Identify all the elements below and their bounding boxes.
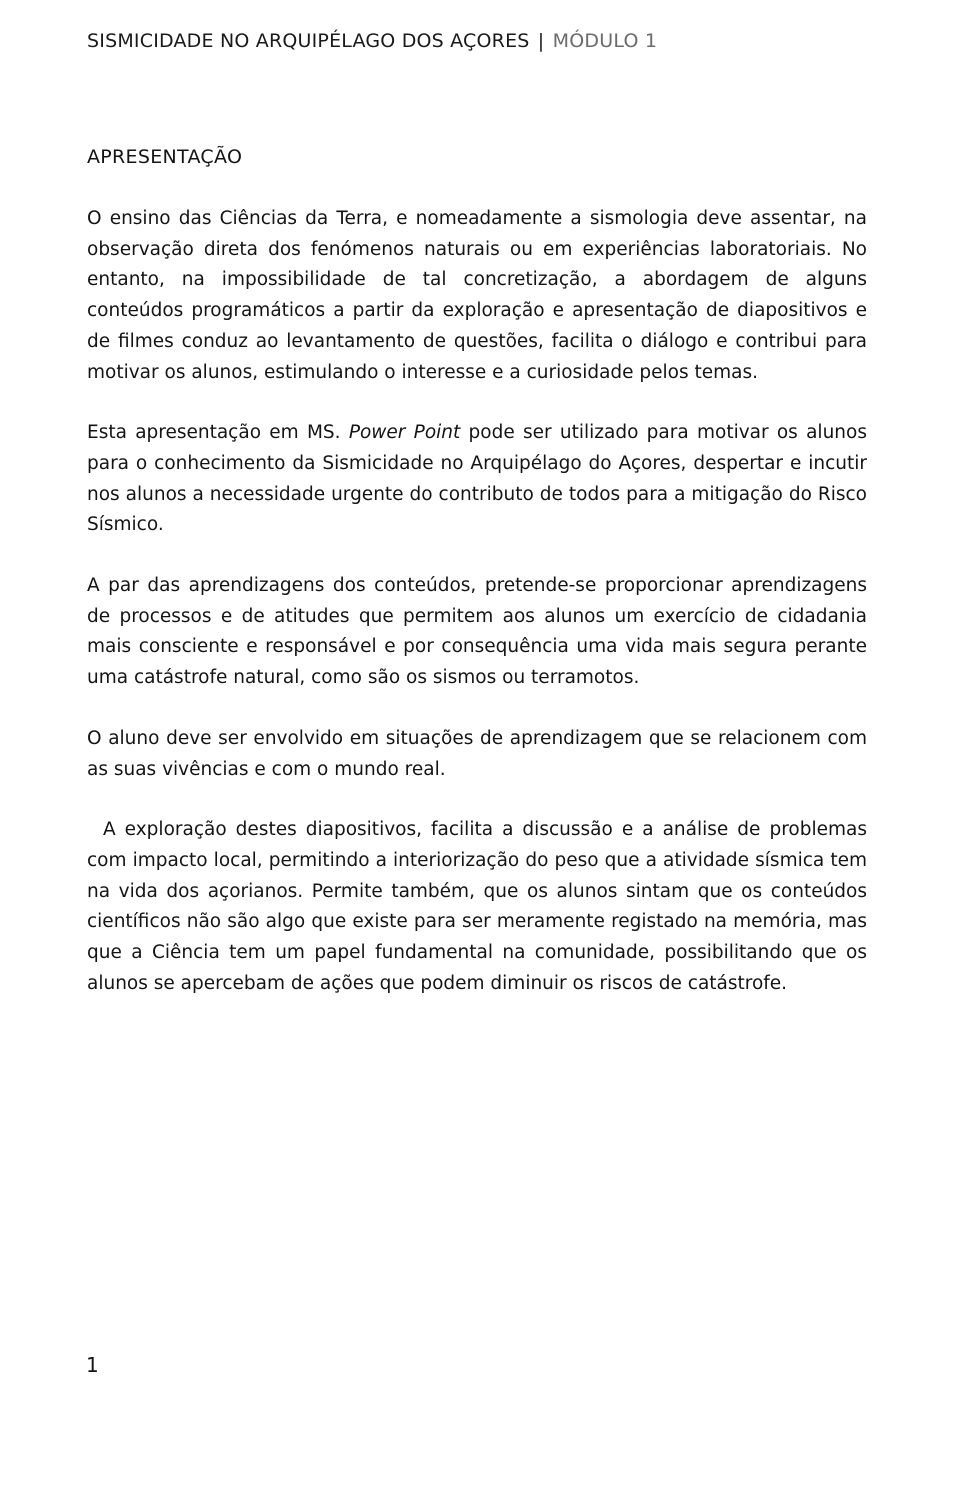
paragraph-1: O ensino das Ciências da Terra, e nomeadamente a sismologia deve assentar, na observação direta dos fenómenos naturais ou em experiências laboratoriais. No entanto, na impossibilidade de tal concretização, a abordagem de alguns conteúdos programáticos a partir da exploração e apresentação de diapositivos e de filmes conduz ao levantamento de questões, facilita o diálogo e contribui para motivar os alunos, estimulando o interesse e a curiosidade pelos temas. — [87, 208, 867, 383]
header-title: SISMICIDADE NO ARQUIPÉLAGO DOS AÇORES — [87, 30, 530, 52]
section-title: APRESENTAÇÃO — [87, 146, 243, 168]
paragraph-2-end: pode ser utilizado para motivar os alunos para o conhecimento da Sismicidade no Arquipélago do Açores, despertar e incutir nos alunos a necessidade urgente do contributo de todos para a mitigação do Risco Sísmico. — [87, 422, 867, 536]
running-header — [87, 30, 657, 52]
paragraph-5: A exploração destes diapositivos, facilita a discussão e a análise de problemas com impacto local, permitindo a interiorização do peso que a atividade sísmica tem na vida dos açorianos. Permite também, que os alunos sintam que os conteúdos científicos não são algo que existe para ser meramente registado na memória, mas que a Ciência tem um papel fundamental na comunidade, possibilitando que os alunos se apercebam de ações que podem diminuir os riscos de catástrofe. — [87, 819, 867, 994]
paragraph-4: O aluno deve ser envolvido em situações de aprendizagem que se relacionem com as suas vivências e com o mundo real. — [87, 727, 867, 780]
paragraph-2 — [87, 418, 867, 541]
body-text — [87, 204, 867, 1029]
paragraph-2-italic: Power Point — [348, 422, 461, 444]
header-module: MÓDULO 1 — [552, 30, 658, 52]
paragraph-2-start: Esta apresentação em MS. — [87, 422, 349, 444]
paragraph-3: A par das aprendizagens dos conteúdos, pretende-se proporcionar aprendizagens de processos e de atitudes que permitem aos alunos um exercício de cidadania mais consciente e responsável e por consequência uma vida mais segura perante uma catástrofe natural, como são os sismos ou terramotos. — [87, 575, 867, 689]
page-number: 1 — [86, 1353, 99, 1377]
header-separator: | — [537, 30, 545, 52]
